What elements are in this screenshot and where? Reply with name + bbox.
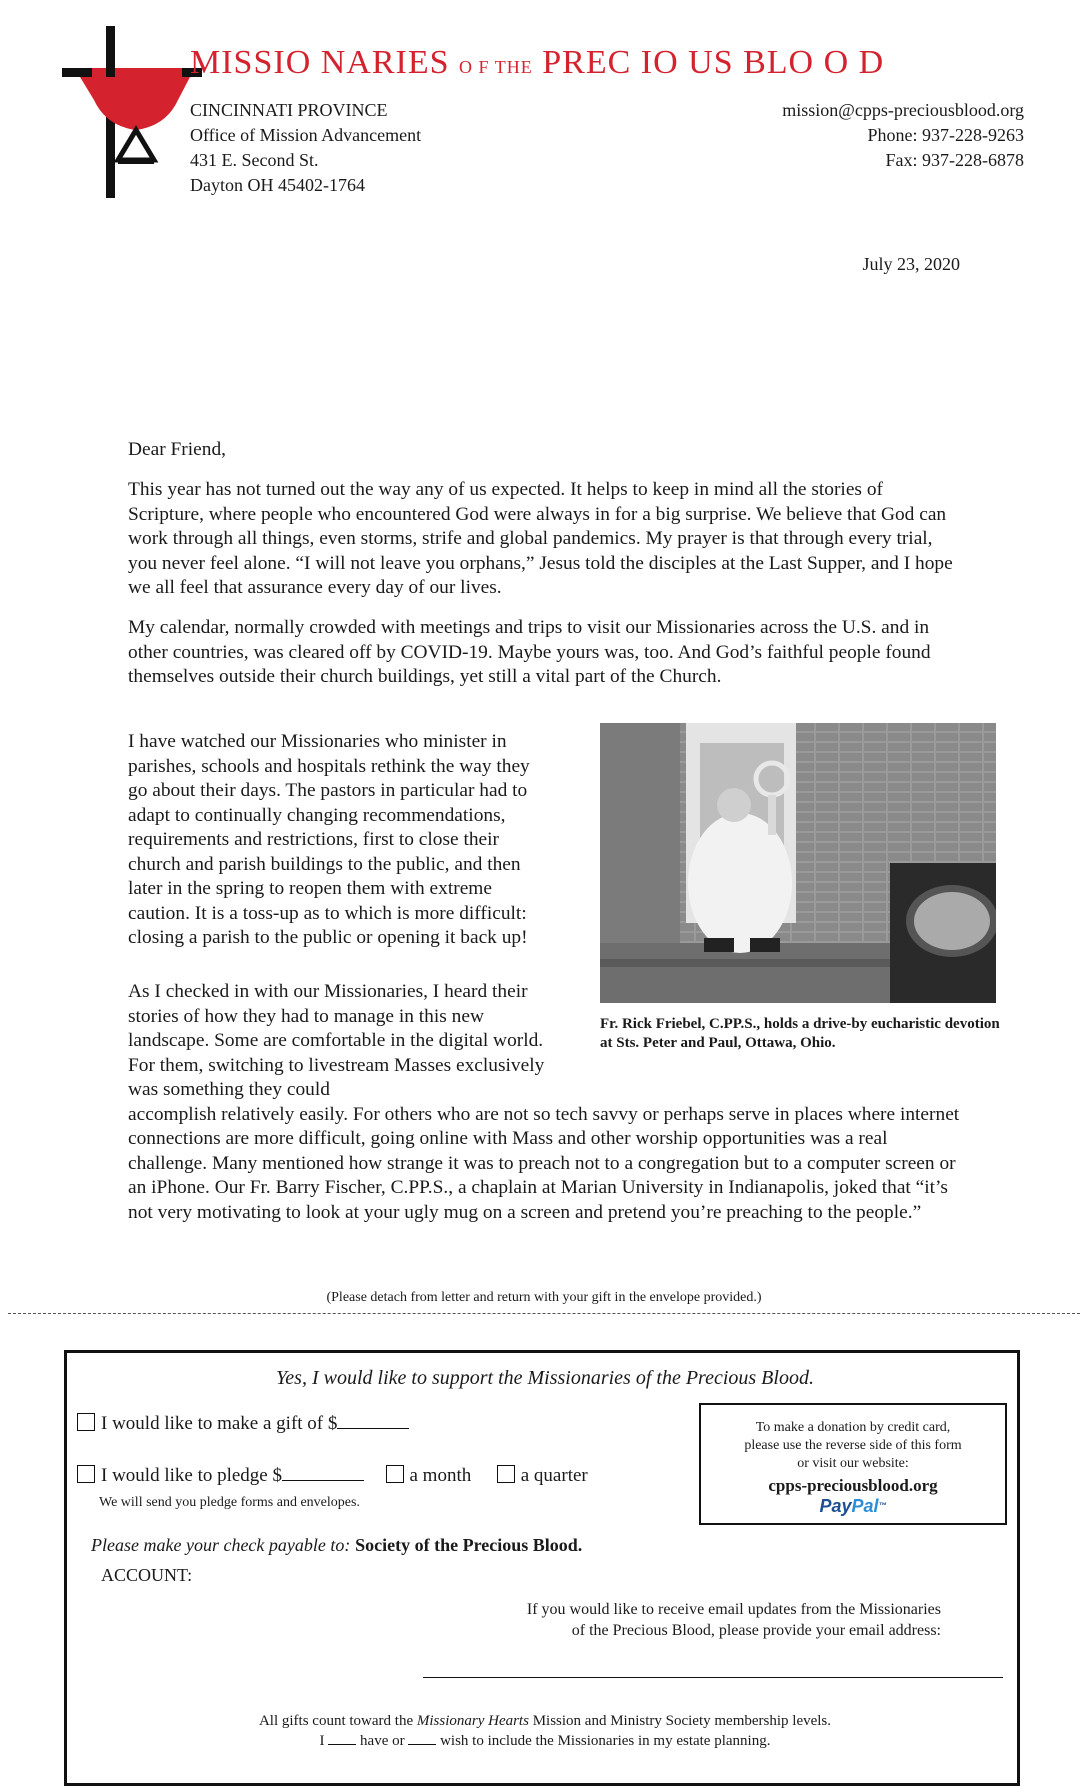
pledge-quarter-label: a quarter [520, 1465, 588, 1486]
contact-info [782, 98, 1024, 173]
gift-amount-row [77, 1413, 409, 1435]
membership-note: All gifts count toward the Missionary Hearts Mission and Ministry Society membership levels. I have or wish to include the Missionaries in my estate planning. [67, 1711, 1023, 1751]
address-line: Dayton OH 45402-1764 [190, 175, 365, 195]
gift-amount-blank[interactable] [337, 1428, 409, 1429]
paragraph: I have watched our Missionaries who minister in parishes, schools and hospitals rethink the way they go about their days. The pastors in particular had to adapt to continually changing recommendations, requirements and restrictions, first to close their church and parish buildings to the public, and then later in the spring to reopen them with extreme caution. It is a toss-up as to which is more difficult: closing a parish to the public or opening it back up! [128, 731, 530, 948]
contact-email: mission@cpps-preciousblood.org [782, 100, 1024, 120]
paragraph-full-part: accomplish relatively easily. For others who are not so tech savvy or perhaps serve in places where internet connections are more difficult, going online with Mass and other worship opportunities was a real challenge. Many mentioned how strange it was to preach not to a congregation but to a computer screen or an iPhone. Our Fr. Barry Fischer, C.PP.S., a chaplain at Marian University in Indianapolis, joked that “it’s not very motivating to look at your ugly mug on a screen and pretend you’re preaching to the people.” [128, 1103, 960, 1223]
pledge-quarter-checkbox[interactable] [497, 1465, 515, 1483]
address-line: 431 E. Second St. [190, 150, 319, 170]
paypal-logo: PayPal™ [819, 1496, 887, 1516]
contact-phone: Phone: 937-228-9263 [867, 125, 1024, 145]
return-address [190, 98, 421, 198]
detach-instruction: (Please detach from letter and return with your gift in the envelope provided.) [326, 1290, 762, 1305]
card-box-line: please use the reverse side of this form [744, 1438, 962, 1453]
payable-name: Society of the Precious Blood. [355, 1535, 583, 1555]
website-link[interactable]: cpps-preciousblood.org [768, 1476, 938, 1495]
address-line: CINCINNATI PROVINCE [190, 100, 388, 120]
gift-checkbox[interactable] [77, 1413, 95, 1431]
detach-cut-line [8, 1313, 1080, 1314]
paragraph-wrapped-part: As I checked in with our Missionaries, I heard their stories of how they had to manage in this new landscape. Some are comfortable in the digital world. For them, switching to livestream Masses exclusively was something they could [128, 981, 545, 1100]
form-headline: Yes, I would like to support the Missionaries of the Precious Blood. [276, 1367, 814, 1389]
paragraph: This year has not turned out the way any of us expected. It helps to keep in mind all the stories of Scripture, where people who encountered God were always in for a big surprise. We believe that God can work through all things, even storms, strife and global pandemics. My prayer is that through every trial, you never feel alone. “I will not leave you orphans,” Jesus told the disciples at the Last Supper, and I hope we all feel that assurance every day of our lives. [128, 479, 953, 598]
org-title: MISSIO NARIES O F THE PREC IO US BLO O D [190, 44, 885, 81]
email-address-blank[interactable] [423, 1677, 1003, 1678]
pledge-note: We will send you pledge forms and envelopes. [99, 1495, 360, 1510]
pledge-amount-blank[interactable] [282, 1480, 364, 1481]
gift-label: I would like to make a gift of $ [101, 1413, 338, 1434]
letter-date: July 23, 2020 [862, 254, 960, 274]
pledge-checkbox[interactable] [77, 1465, 95, 1483]
credit-card-info-box [699, 1403, 1007, 1525]
paragraph: My calendar, normally crowded with meetings and trips to visit our Missionaries across the U.S. and in other countries, was cleared off by COVID-19. Maybe yours was, too. And God’s faithful people found themselves outside their church buildings, yet still a vital part of the Church. [128, 617, 931, 687]
priest-photo [600, 723, 996, 1003]
estate-planning-row: I have or wish to include the Missionaries in my estate planning. [319, 1733, 771, 1749]
account-label: ACCOUNT: [101, 1565, 193, 1585]
contact-fax: Fax: 937-228-6878 [885, 150, 1024, 170]
card-box-line: To make a donation by credit card, [755, 1420, 951, 1435]
email-updates-note: If you would like to receive email updates from the Missionaries of the Precious Blood, please provide your email address: [526, 1601, 941, 1639]
salutation: Dear Friend, [128, 439, 226, 460]
payable-instruction [91, 1535, 582, 1557]
pledge-row [77, 1465, 588, 1487]
card-box-line: or visit our website: [797, 1456, 909, 1471]
pledge-label: I would like to pledge $ [101, 1465, 282, 1486]
photo-caption: Fr. Rick Friebel, C.PP.S., holds a drive-by eucharistic devotion at Sts. Peter and Paul, Ottawa, Ohio. [600, 1016, 1000, 1051]
estate-wish-blank[interactable] [408, 1744, 436, 1745]
pledge-month-checkbox[interactable] [386, 1465, 404, 1483]
address-line: Office of Mission Advancement [190, 125, 422, 145]
pledge-month-label: a month [409, 1465, 472, 1486]
payable-prefix: Please make your check payable to: [91, 1535, 351, 1555]
estate-have-blank[interactable] [328, 1744, 356, 1745]
cpps-cross-chalice-logo [62, 26, 202, 198]
donation-reply-form [64, 1350, 1020, 1786]
